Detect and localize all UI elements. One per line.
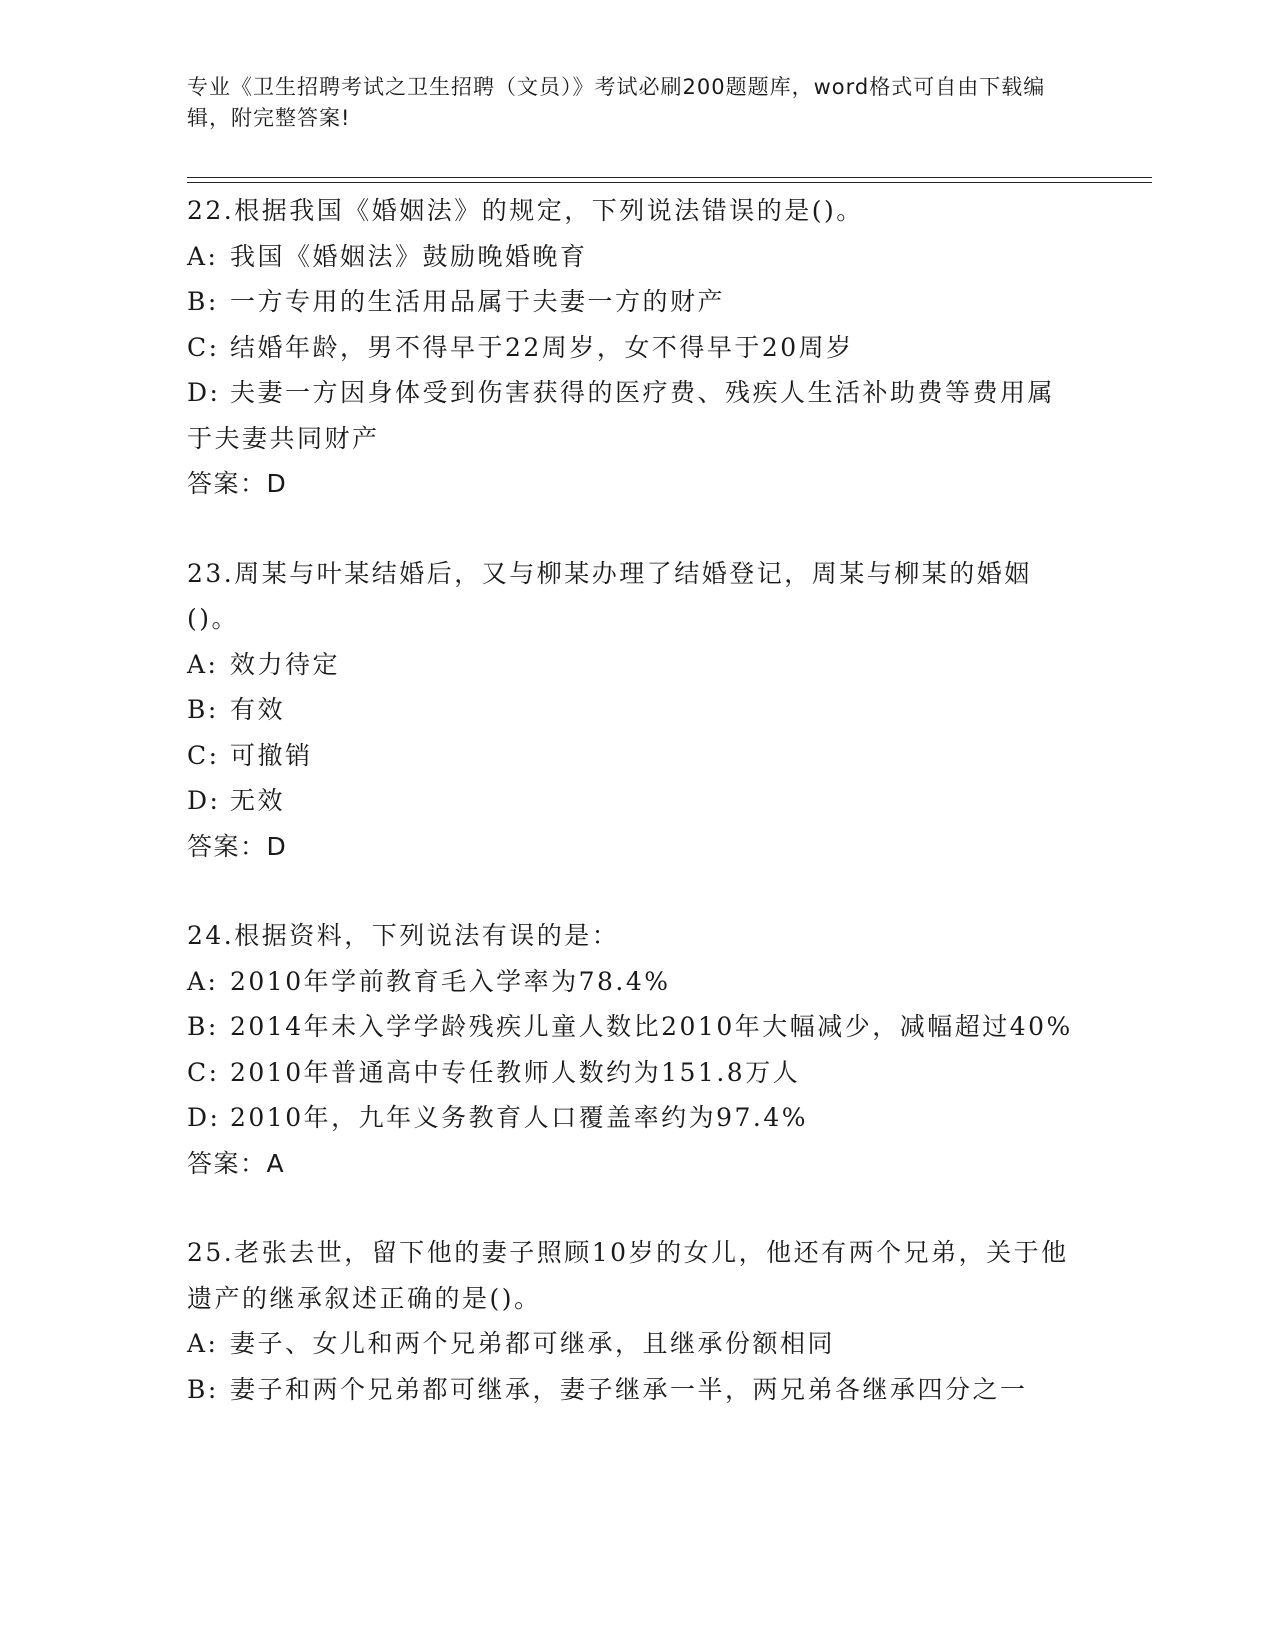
question-24 <box>187 913 1077 1186</box>
option-text: 2014年未入学学龄残疾儿童人数比2010年大幅减少，减幅超过40% <box>230 1012 1073 1041</box>
option-letter: B: <box>187 1012 219 1041</box>
option-text: 可撤销 <box>230 740 313 770</box>
option-d <box>187 778 1077 824</box>
option-text: 2010年学前教育毛入学率为78.4% <box>230 966 671 996</box>
option-text: 我国《婚姻法》鼓励晚婚晚育 <box>230 241 588 271</box>
option-b <box>187 1367 1077 1413</box>
option-letter: C: <box>187 740 220 770</box>
question-stem: 24.根据资料，下列说法有误的是： <box>187 921 620 950</box>
option-d <box>187 1095 1077 1141</box>
question-stem: 22.根据我国《婚姻法》的规定，下列说法错误的是()。 <box>187 196 864 225</box>
option-c <box>187 733 1077 779</box>
answer-line: 答案：D <box>187 469 288 498</box>
option-text: 有效 <box>230 695 286 724</box>
option-letter: A: <box>187 649 219 679</box>
question-25 <box>187 1230 1077 1412</box>
option-b <box>187 1004 1077 1050</box>
header-divider-bottom <box>187 182 1152 183</box>
option-a <box>187 234 1077 280</box>
option-letter: D: <box>187 1103 221 1132</box>
option-text: 2010年，九年义务教育人口覆盖率约为97.4% <box>230 1103 809 1132</box>
option-text: 妻子和两个兄弟都可继承，妻子继承一半，两兄弟各继承四分之一 <box>230 1374 1028 1404</box>
option-b <box>187 687 1077 733</box>
option-c <box>187 1050 1077 1096</box>
option-text: 无效 <box>230 786 286 815</box>
option-letter: B: <box>187 695 219 724</box>
option-letter: A: <box>187 1329 219 1358</box>
option-letter: C: <box>187 332 220 362</box>
option-letter: B: <box>187 1374 219 1404</box>
option-a <box>187 959 1077 1005</box>
question-list <box>187 188 1077 1412</box>
question-stem: 23.周某与叶某结婚后，又与柳某办理了结婚登记，周某与柳某的婚姻()。 <box>187 558 1032 633</box>
option-letter: C: <box>187 1057 220 1087</box>
question-22 <box>187 188 1077 507</box>
question-23 <box>187 551 1077 870</box>
option-text: 2010年普通高中专任教师人数约为151.8万人 <box>230 1057 801 1087</box>
option-text: 夫妻一方因身体受到伤害获得的医疗费、残疾人生活补助费等费用属于夫妻共同财产 <box>187 378 1056 453</box>
option-c <box>187 325 1077 371</box>
option-letter: B: <box>187 287 219 316</box>
answer-line: 答案：A <box>187 1148 286 1178</box>
option-letter: D: <box>187 786 221 815</box>
option-text: 一方专用的生活用品属于夫妻一方的财产 <box>230 287 726 316</box>
option-text: 妻子、女儿和两个兄弟都可继承，且继承份额相同 <box>230 1329 836 1358</box>
question-stem: 25.老张去世，留下他的妻子照顾10岁的女儿，他还有两个兄弟，关于他遗产的继承叙述正确的是()。 <box>187 1238 1069 1313</box>
answer-line: 答案：D <box>187 831 288 861</box>
option-letter: A: <box>187 966 219 996</box>
option-letter: A: <box>187 241 219 271</box>
document-header: 专业《卫生招聘考试之卫生招聘（文员）》考试必刷200题题库，word格式可自由下载编辑，附完整答案! <box>187 75 1046 130</box>
option-b <box>187 279 1077 325</box>
option-text: 效力待定 <box>230 649 341 679</box>
option-a <box>187 1321 1077 1367</box>
option-a <box>187 642 1077 688</box>
header-divider-top <box>187 177 1152 178</box>
option-d <box>187 370 1077 461</box>
option-text: 结婚年龄，男不得早于22周岁，女不得早于20周岁 <box>230 332 854 362</box>
option-letter: D: <box>187 378 221 407</box>
